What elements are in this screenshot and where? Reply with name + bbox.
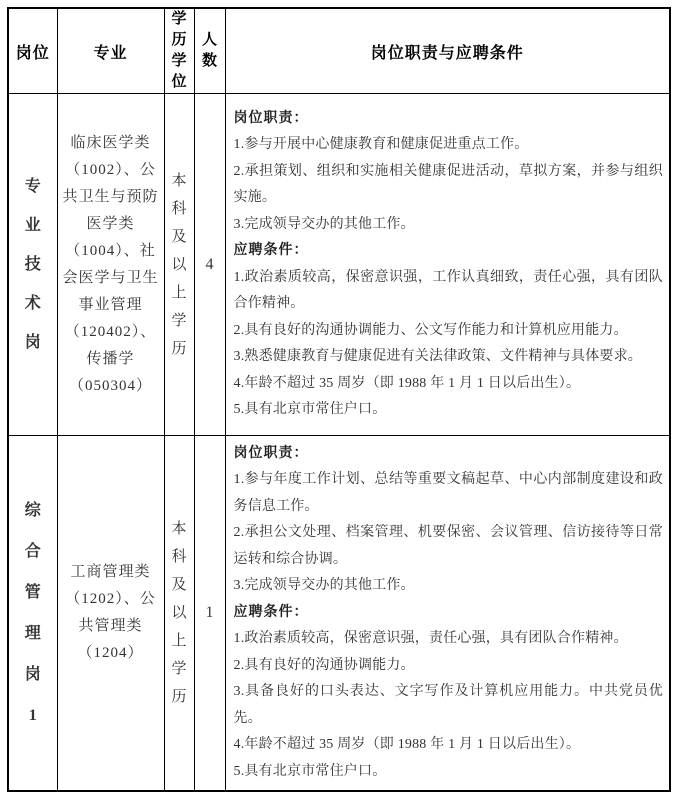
col-header-headcount-label: 人数: [201, 32, 217, 69]
position-value: 专业技术岗: [24, 178, 41, 351]
duty-item: 3.完成领导交办的其他工作。: [233, 578, 415, 594]
position-cell: [8, 94, 57, 436]
requirement-item: 4.年龄不超过 35 周岁（即 1988 年 1 月 1 日以后出生）。: [233, 737, 581, 753]
duty-item: 3.完成领导交办的其他工作。: [233, 216, 415, 232]
duty-item: 1.参与年度工作计划、总结等重要文稿起草、中心内部制度建设和政务信息工作。: [233, 472, 663, 514]
col-header-position: [8, 8, 57, 94]
position-cell: [8, 436, 57, 792]
requirement-item: 3.熟悉健康教育与健康促进有关法律政策、文件精神与具体要求。: [233, 349, 642, 364]
col-header-education-label: 学历学位: [171, 11, 187, 90]
headcount-cell: [194, 94, 225, 436]
table-row: [8, 436, 670, 792]
headcount-cell: [194, 436, 225, 792]
headcount-value: 4: [205, 255, 214, 273]
col-header-headcount: [194, 8, 225, 94]
major-cell: [57, 94, 164, 436]
col-header-duties: [225, 8, 670, 94]
education-cell: [164, 94, 194, 436]
col-header-major-label: 专业: [93, 44, 128, 62]
requirement-item: 1.政治素质较高，保密意识强，责任心强，具有团队合作精神。: [233, 631, 628, 647]
col-header-duties-label: 岗位职责与应聘条件: [370, 44, 524, 62]
col-header-education: [164, 8, 194, 94]
requirement-item: 4.年龄不超过 35 周岁（即 1988 年 1 月 1 日以后出生）。: [233, 375, 581, 391]
recruitment-table: [7, 7, 671, 792]
duties-cell: [225, 94, 670, 436]
col-header-major: [57, 8, 164, 94]
requirements-heading: 应聘条件：: [233, 604, 309, 620]
duties-heading: 岗位职责：: [233, 110, 309, 126]
requirement-item: 3.具备良好的口头表达、文字写作及计算机应用能力。中共党员优先。: [233, 684, 663, 726]
requirement-item: 1.政治素质较高，保密意识强，工作认真细致，责任心强，具有团队合作精神。: [233, 269, 663, 311]
duties-cell: [225, 436, 670, 792]
education-cell: [164, 436, 194, 792]
requirement-item: 2.具有良好的沟通协调能力、公文写作能力和计算机应用能力。: [233, 322, 628, 338]
duty-item: 2.承担策划、组织和实施相关健康促进活动，草拟方案，并参与组织实施。: [233, 163, 663, 205]
education-value: 本科及以上学历: [171, 521, 187, 705]
major-cell: [57, 436, 164, 792]
position-value: 综合管理岗1: [24, 502, 41, 724]
col-header-position-label: 岗位: [15, 44, 50, 62]
duty-item: 2.承担公文处理、档案管理、机要保密、会议管理、信访接待等日常运转和综合协调。: [233, 525, 663, 567]
table-row: [8, 94, 670, 436]
requirement-item: 5.具有北京市常住户口。: [233, 763, 387, 779]
requirement-item: 2.具有良好的沟通协调能力。: [233, 657, 415, 673]
requirement-item: 5.具有北京市常住户口。: [233, 402, 387, 417]
duty-item: 1.参与开展中心健康教育和健康促进重点工作。: [233, 137, 529, 152]
duties-heading: 岗位职责：: [233, 445, 309, 461]
major-value: 临床医学类（1002）、公共卫生与预防医学类（1004）、社会医学与卫生事业管理（120402）、传播学（050304）: [62, 134, 159, 394]
table-header-row: [8, 8, 670, 94]
major-value: 工商管理类（1202）、公共管理类（1204）: [65, 564, 156, 661]
requirements-heading: 应聘条件：: [233, 243, 309, 258]
headcount-value: 1: [205, 604, 214, 621]
education-value: 本科及以上学历: [171, 172, 187, 357]
